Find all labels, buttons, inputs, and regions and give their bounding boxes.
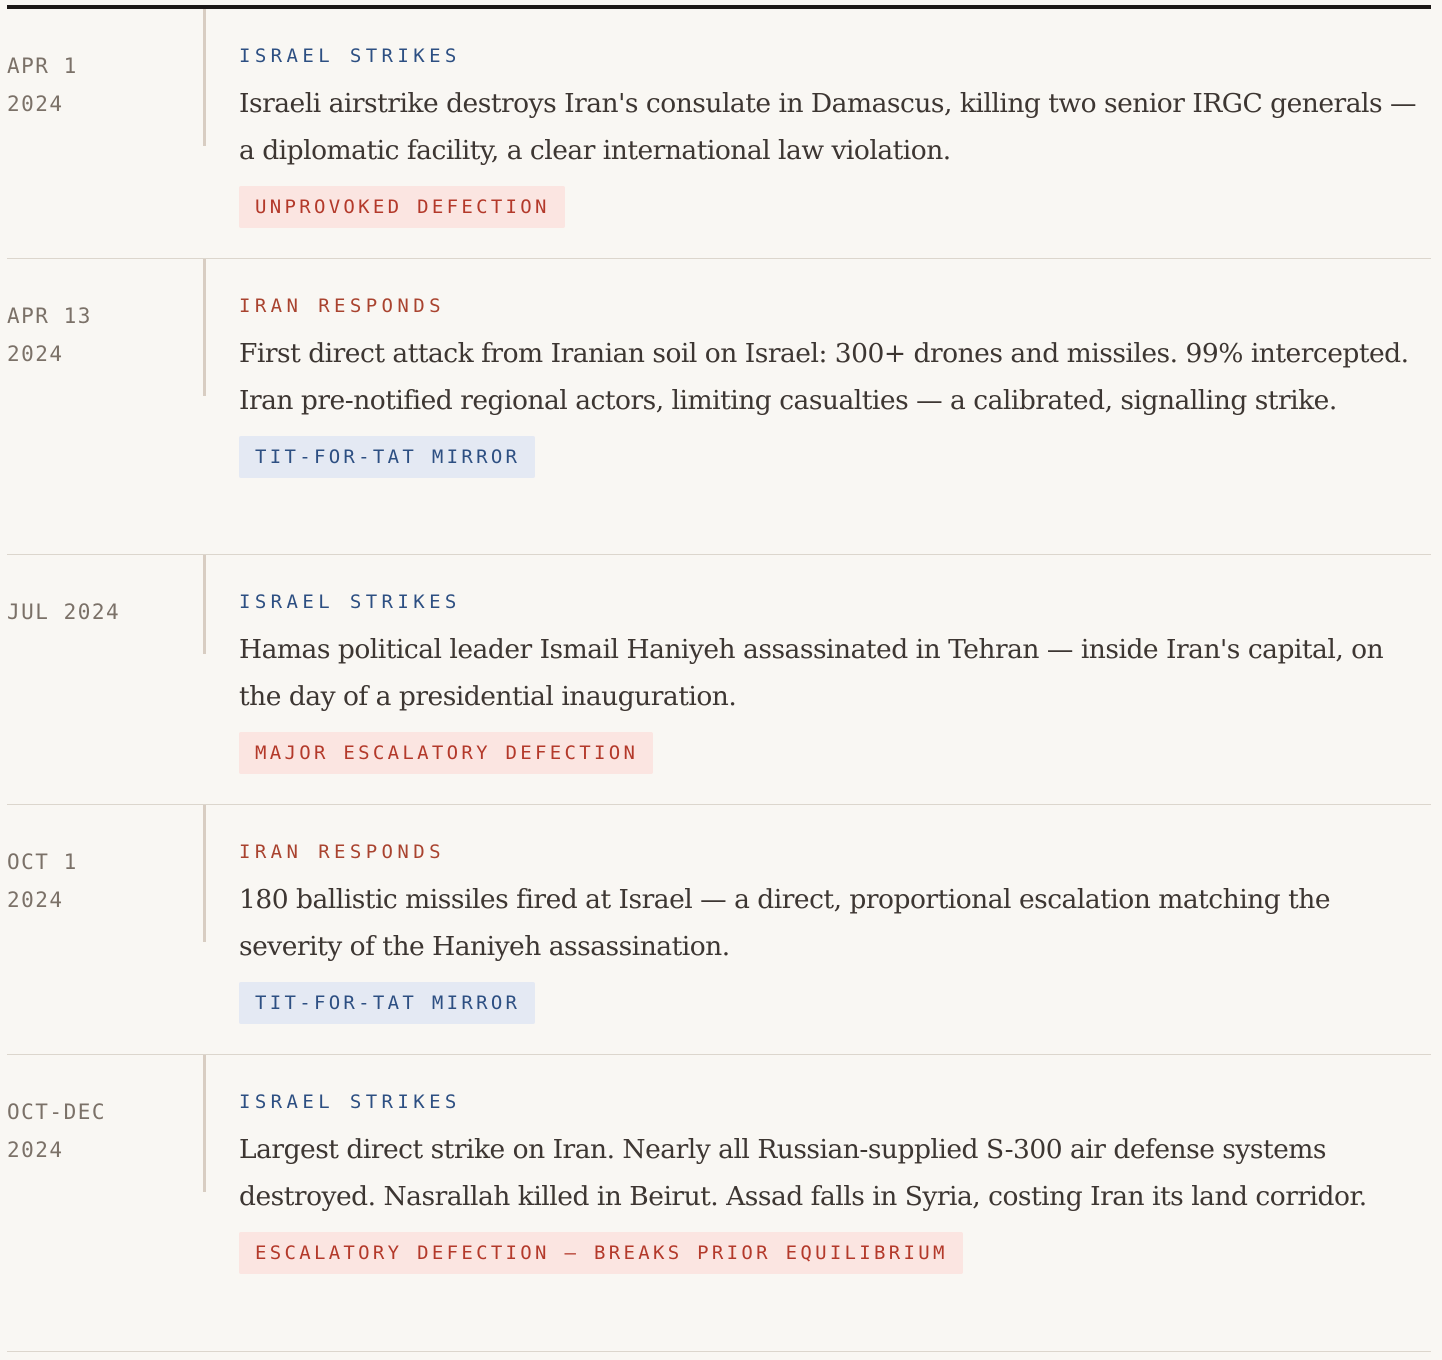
event-rule	[203, 9, 206, 146]
event-rule	[203, 259, 206, 396]
event-tag: ESCALATORY DEFECTION — BREAKS PRIOR EQUILIBRIUM	[239, 1232, 963, 1274]
event-actor: IRAN RESPONDS	[239, 295, 445, 317]
event-tag: UNPROVOKED DEFECTION	[239, 186, 565, 228]
event-description: 180 ballistic missiles fired at Israel — a direct, proportional escalation matching the severity of the Haniyeh assassination.	[239, 884, 1331, 962]
event-rule	[203, 805, 206, 942]
event-description: Israeli airstrike destroys Iran's consulate in Damascus, killing two senior IRGC generals — a diplomatic facility, a clear international law violation.	[239, 88, 1417, 166]
event-actor: ISRAEL STRIKES	[239, 1091, 461, 1113]
timeline-event	[7, 259, 1431, 555]
timeline-event	[7, 805, 1431, 1055]
event-actor: ISRAEL STRIKES	[239, 591, 461, 613]
event-description: First direct attack from Iranian soil on Israel: 300+ drones and missiles. 99% intercepted. Iran pre-notified regional actors, limiting casualties — a calibrated, signalling strike.	[239, 338, 1409, 416]
event-body	[239, 43, 1425, 228]
timeline	[7, 5, 1431, 1352]
event-body	[239, 839, 1425, 1024]
event-body	[239, 1089, 1425, 1274]
event-date: JUL 2024	[7, 600, 121, 624]
event-tag: MAJOR ESCALATORY DEFECTION	[239, 732, 653, 774]
event-body	[239, 589, 1425, 774]
event-date: OCT-DEC 2024	[7, 1100, 107, 1162]
event-actor: ISRAEL STRIKES	[239, 45, 461, 67]
event-tag: TIT-FOR-TAT MIRROR	[239, 436, 535, 478]
event-actor: IRAN RESPONDS	[239, 841, 445, 863]
timeline-event	[7, 1055, 1431, 1352]
event-rule	[203, 555, 206, 654]
event-date: OCT 1 2024	[7, 850, 78, 912]
timeline-event	[7, 555, 1431, 805]
timeline-event	[7, 9, 1431, 259]
event-body	[239, 293, 1425, 478]
event-rule	[203, 1055, 206, 1192]
event-description: Largest direct strike on Iran. Nearly all Russian-supplied S-300 air defense systems destroyed. Nasrallah killed in Beirut. Assad falls in Syria, costing Iran its land corridor.	[239, 1134, 1367, 1212]
event-date: APR 13 2024	[7, 304, 92, 366]
event-date: APR 1 2024	[7, 54, 78, 116]
event-description: Hamas political leader Ismail Haniyeh assassinated in Tehran — inside Iran's capital, on the day of a presidential inauguration.	[239, 634, 1384, 712]
event-tag: TIT-FOR-TAT MIRROR	[239, 982, 535, 1024]
